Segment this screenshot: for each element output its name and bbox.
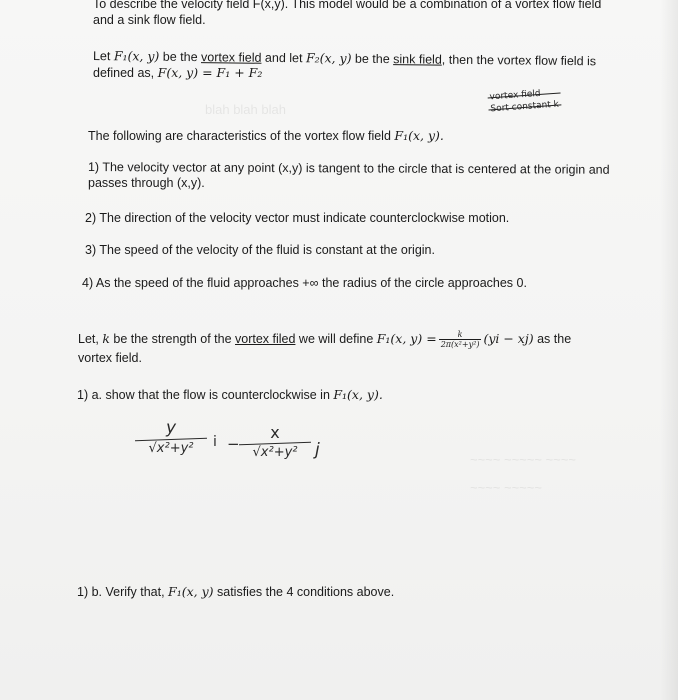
- definition-be-the-2: be the: [351, 51, 394, 67]
- part-a-text: 1) a. show that the flow is counterclockwise in: [77, 388, 334, 402]
- strength-as-the: as the: [533, 332, 572, 346]
- part-b-math: F₁(x, y): [168, 584, 214, 599]
- hand-fraction-1: [135, 418, 207, 457]
- part-a-prompt: [77, 387, 383, 403]
- definition-line-2: [93, 65, 262, 81]
- condition-2: [85, 211, 509, 226]
- hand-minus: −: [227, 435, 240, 453]
- hand-denominator-1: √x²+y²: [148, 441, 194, 456]
- condition-1-text: 1) The velocity vector at any point (x,y) is tangent to the circle that is centered at the origin and: [87, 160, 610, 177]
- strength-let: Let,: [78, 332, 103, 346]
- characteristics-intro-math: F₁(x, y).: [394, 128, 444, 143]
- fraction-denominator: 2π(x²+y²): [440, 340, 480, 350]
- condition-3: [85, 243, 435, 258]
- part-b-text: 1) b. Verify that,: [77, 585, 169, 599]
- hand-denominator-2: √x²+y²: [252, 445, 298, 460]
- hand-unit-j: j: [315, 440, 320, 460]
- intro-line-1: [93, 0, 601, 12]
- strength-fraction: [439, 330, 482, 349]
- vortex-filed-term: vortex filed: [235, 332, 296, 346]
- vector-term: (yi − xj): [483, 331, 534, 346]
- strength-line-2-text: vortex field.: [78, 351, 142, 365]
- part-b-tail: satisfies the 4 conditions above.: [213, 585, 395, 599]
- f2-symbol: F₂(x, y): [305, 50, 352, 66]
- f1-symbol: F₁(x, y): [113, 48, 160, 64]
- characteristics-intro-text: The following are characteristics of the vortex flow field: [88, 129, 395, 143]
- definition-be-the: be the: [159, 49, 202, 65]
- definition-equation: F(x, y) = F₁ + F₂: [157, 65, 263, 80]
- strength-mid-2: we will define: [295, 332, 377, 346]
- definition-and-let: and let: [261, 50, 307, 66]
- hand-unit-i: i: [213, 434, 217, 450]
- condition-4-text: 4) As the speed of the fluid approaches +∞ the radius of the circle approaches 0.: [82, 276, 527, 290]
- condition-3-text: 3) The speed of the velocity of the fluid is constant at the origin.: [85, 243, 435, 257]
- hand-numerator-2: x: [270, 423, 280, 442]
- bleed-through-text: ~~~~ ~~~~~: [470, 480, 542, 495]
- margin-note-text-2: Sort constant k: [490, 99, 560, 115]
- condition-1-text-2: passes through (x,y).: [88, 176, 205, 190]
- k-symbol: k: [102, 331, 110, 346]
- sink-field-term: sink field: [393, 52, 442, 67]
- fraction-numerator: k: [457, 330, 463, 340]
- margin-note-line-2: [490, 100, 559, 115]
- characteristics-intro: [88, 128, 444, 144]
- margin-note: [489, 88, 559, 115]
- hand-fraction-2: [239, 424, 311, 461]
- definition-let: Let: [92, 49, 114, 64]
- part-b-prompt: [77, 584, 394, 600]
- f1-equation-lhs: F₁(x, y) =: [376, 331, 437, 346]
- bleed-through-text: blah blah blah: [205, 102, 286, 117]
- vortex-field-term: vortex field: [200, 50, 262, 65]
- strength-line-2: [78, 351, 142, 366]
- intro-text-1: To describe the velocity field F(x,y). This model would be a combination of a vortex flow field: [93, 0, 602, 11]
- intro-text-2: and a sink flow field.: [93, 13, 206, 27]
- condition-4: [82, 276, 527, 291]
- part-a-math: F₁(x, y).: [333, 387, 383, 402]
- condition-1-line-2: [88, 176, 205, 191]
- strength-mid-1: be the strength of the: [109, 332, 235, 346]
- bleed-through-text: ~~~~ ~~~~~ ~~~~: [470, 452, 576, 467]
- intro-line-2: [93, 13, 206, 28]
- margin-note-text-1: vortex field: [489, 88, 541, 103]
- condition-2-text: 2) The direction of the velocity vector must indicate counterclockwise motion.: [85, 211, 510, 225]
- definition-defined-as: defined as,: [93, 66, 158, 80]
- hand-numerator-1: y: [165, 418, 177, 438]
- strength-line-1: [78, 328, 571, 350]
- definition-tail: , then the vortex flow field is: [441, 52, 597, 69]
